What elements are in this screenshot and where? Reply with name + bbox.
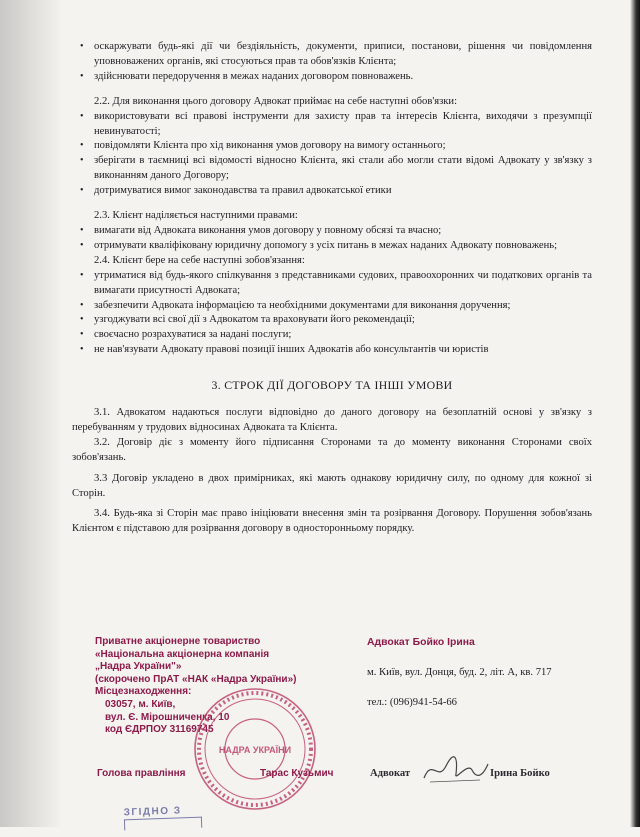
bullet-item: • оскаржувати будь-які дії чи бездіяльність, документи, приписи, постанови, рішення чи повідомлення уповноважених органів, які стосуються прав та обов'язків Клієнта; — [72, 40, 592, 70]
company-line: (скорочено ПрАТ «НАК «Надра України») — [95, 673, 297, 685]
bullet-item: • зберігати в таємниці всі відомості відносно Клієнта, які стали або могли стати відомі Адвокату у зв'язку з виконанням даного Договору; — [72, 154, 592, 184]
lawyer-name: Адвокат Бойко Ірина — [367, 637, 475, 648]
bullet-item: • вимагати від Адвоката виконання умов договору у повному обсязі та вчасно; — [72, 224, 592, 239]
bullet-item: • повідомляти Клієнта про хід виконання умов договору на вимогу останнього; — [72, 139, 592, 154]
clause-3-3: 3.3 Договір укладено в двох примірниках, які мають однакову юридичну силу, по одному для кожної зі Сторін. — [72, 472, 592, 499]
lawyer-requisites — [367, 636, 617, 710]
lawyer-phone: тел.: (096)941-54-66 — [367, 697, 457, 708]
clause-3-2: 3.2. Договір діє з моменту його підписання Сторонами та до моменту виконання Сторонами своїх зобов'язань. — [72, 436, 592, 463]
scan-edge-shadow — [0, 0, 60, 827]
company-signature-line — [97, 768, 367, 779]
sign-name: Тарас Кузьмич — [260, 768, 334, 779]
company-address: 03057, м. Київ, — [105, 698, 176, 710]
seal-center-text: НАДРА УКРАЇНИ — [218, 745, 292, 755]
scan-right-edge — [630, 0, 640, 827]
sign-role: Голова правління — [97, 768, 186, 779]
company-code: код ЄДРПОУ 31169745 — [105, 724, 214, 736]
bullet-item: • забезпечити Адвоката інформацією та необхідними документами для виконання доручення; — [72, 299, 592, 314]
bullet-item: • використовувати всі правові інструменти для захисту прав та інтересів Клієнта, виходячи з презумпції невинуватості; — [72, 110, 592, 140]
sign-name: Ірина Бойко — [490, 768, 550, 779]
stamp-frame — [124, 817, 202, 831]
company-line: Приватне акціонерне товариство — [95, 636, 261, 647]
lawyer-address: м. Київ, вул. Донця, буд. 2, літ. А, кв. 717 — [367, 667, 552, 678]
bullet-item: • узгоджувати всі свої дії з Адвокатом та враховувати його рекомендації; — [72, 313, 592, 328]
stamp-text: ЗГІДНО З — [123, 805, 182, 819]
bullet-item: • утриматися від будь-якого спілкування з представниками судових, правоохоронних чи податкових органів та вимагати присутності Адвоката; — [72, 269, 592, 299]
bullet-item: • не нав'язувати Адвокату правові позиції інших Адвокатів або консультантів чи юристів — [72, 343, 592, 358]
clause-3-1: 3.1. Адвокатом надаються послуги відповідно до даного договору на безоплатній основі у зв'язку з перебуванням у трудових відносинах Адвоката та Клієнта. — [72, 407, 592, 433]
bullet-item: • здійснювати передоручення в межах наданих договором повноважень. — [72, 70, 592, 85]
company-address: вул. Є. Мірошниченка, 10 — [105, 711, 230, 723]
clause-2-2: 2.2. Для виконання цього договору Адвокат приймає на себе наступні обов'язки: — [94, 95, 458, 107]
company-line: Місцезнаходження: — [95, 686, 192, 698]
clause-3-4: 3.4. Будь-яка зі Сторін має право ініціювати внесення змін та розірвання Договору. Порушення зобов'язань Клієнтом є підставою для розірвання договору в односторонньому порядку. — [72, 508, 592, 535]
sign-role: Адвокат — [370, 768, 411, 779]
company-line: „Надра України"» — [95, 661, 182, 673]
document-page — [72, 40, 592, 537]
section-3-heading: 3. СТРОК ДІЇ ДОГОВОРУ ТА ІНШІ УМОВИ — [211, 378, 453, 393]
company-seal — [192, 686, 318, 812]
clause-2-4: 2.4. Клієнт бере на себе наступні зобов'язання: — [94, 254, 305, 266]
lawyer-signature-line — [370, 768, 600, 779]
company-line: «Національна акціонерна компанія — [95, 648, 270, 660]
clause-2-3: 2.3. Клієнт наділяється наступними правами: — [94, 210, 298, 222]
bullet-item: • отримувати кваліфіковану юридичну допомогу з усіх питань в межах наданих Адвокату повноважень; — [72, 239, 592, 254]
bullet-item: • своєчасно розрахуватися за надані послуги; — [72, 328, 592, 343]
bullet-item: • дотримуватися вимог законодавства та правил адвокатської етики — [72, 184, 592, 199]
approval-stamp — [124, 805, 205, 837]
